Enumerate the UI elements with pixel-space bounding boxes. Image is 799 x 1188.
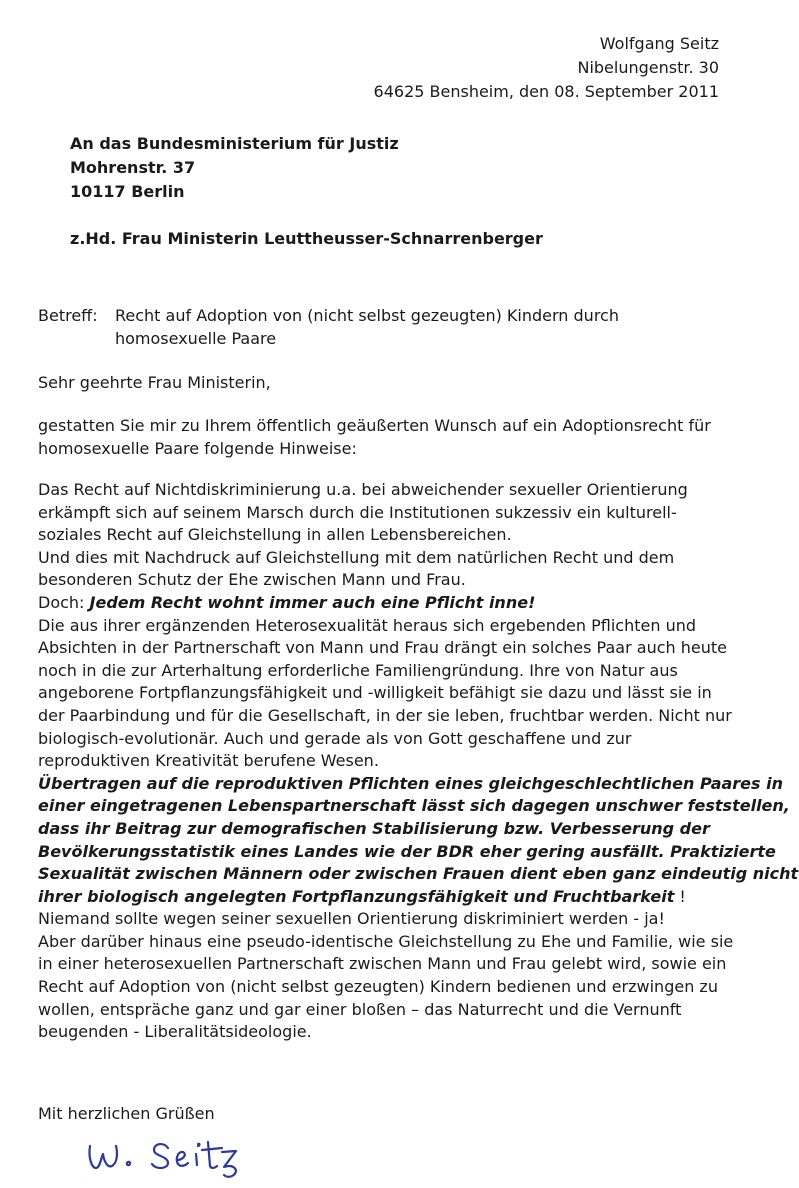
sender-address xyxy=(374,32,719,104)
recipient-address xyxy=(70,132,399,204)
body-line: reproduktiven Kreativität berufene Wesen. xyxy=(38,751,379,771)
attention-line: z.Hd. Frau Ministerin Leuttheusser-Schnarrenberger xyxy=(70,229,543,248)
body-line: besonderen Schutz der Ehe zwischen Mann und Frau. xyxy=(38,570,466,590)
salutation: Sehr geehrte Frau Ministerin, xyxy=(38,373,271,392)
intro-paragraph: gestatten Sie mir zu Ihrem öffentlich geäußerten Wunsch auf ein Adoptionsrecht für homosexuelle Paare folgende Hinweise: xyxy=(38,416,711,458)
body-line xyxy=(38,592,773,615)
subject-line-1: Recht auf Adoption von (nicht selbst gezeugten) Kindern durch xyxy=(115,306,619,325)
subject-line-2: homosexuelle Paare xyxy=(115,329,277,348)
body-line: der Paarbindung und für die Gesellschaft, in der sie leben, fruchtbar werden. Nicht nur xyxy=(38,705,732,725)
emphasis-line: Sexualität zwischen Männern oder zwischen Frauen dient eben ganz eindeutig nicht xyxy=(38,864,799,884)
body-line: Absichten in der Partnerschaft von Mann und Frau drängt ein solches Paar auch heute xyxy=(38,638,727,658)
emphasis-text: Jedem Recht wohnt immer auch eine Pflicht inne! xyxy=(89,592,536,612)
body-line: Niemand sollte wegen seiner sexuellen Orientierung diskriminiert werden - ja! xyxy=(38,909,665,929)
body-line: angeborene Fortpflanzungsfähigkeit und -willigkeit befähigt sie dazu und lässt sie in xyxy=(38,683,712,703)
body-line: soziales Recht auf Gleichstellung in allen Lebensbereichen. xyxy=(38,525,512,545)
sender-street: Nibelungenstr. 30 xyxy=(577,58,719,77)
emphasis-line: Bevölkerungsstatistik eines Landes wie der BDR eher gering ausfällt. Praktizierte xyxy=(38,841,776,861)
signature-ink xyxy=(89,1142,236,1177)
recipient-line-1: An das Bundesministerium für Justiz xyxy=(70,134,399,153)
body-line: beugenden - Liberalitätsideologie. xyxy=(38,1022,312,1042)
recipient-line-2: Mohrenstr. 37 xyxy=(70,158,196,177)
body-line: Die aus ihrer ergänzenden Heterosexualität heraus sich ergebenden Pflichten und xyxy=(38,615,697,635)
body-line: Aber darüber hinaus eine pseudo-identische Gleichstellung zu Ehe und Familie, wie sie xyxy=(38,931,734,951)
body-line: Das Recht auf Nichtdiskriminierung u.a. bei abweichender sexueller Orientierung xyxy=(38,480,688,499)
subject-label: Betreff: xyxy=(38,306,98,325)
closing-phrase: Mit herzlichen Grüßen xyxy=(38,1104,215,1123)
body-line: Recht auf Adoption von (nicht selbst gezeugten) Kindern bedienen und erzwingen zu xyxy=(38,977,718,997)
body-line: Und dies mit Nachdruck auf Gleichstellung mit dem natürlichen Recht und dem xyxy=(38,547,675,567)
body-line-prefix: Doch: xyxy=(38,592,90,612)
sender-name: Wolfgang Seitz xyxy=(599,34,719,53)
emphasis-text: ihrer biologisch angelegten Fortpflanzungsfähigkeit und Fruchtbarkeit xyxy=(38,886,675,906)
recipient-line-3: 10117 Berlin xyxy=(70,182,185,201)
subject-block xyxy=(38,304,619,350)
body-line xyxy=(38,886,773,909)
body-line-suffix: ! xyxy=(674,886,686,906)
body-line: in einer heterosexuellen Partnerschaft zwischen Mann und Frau gelebt wird, sowie ein xyxy=(38,954,727,974)
handwritten-signature xyxy=(84,1132,284,1182)
body-line: wollen, entspräche ganz und gar einer bloßen – das Naturrecht und die Vernunft xyxy=(38,999,682,1019)
body-line: noch in die zur Arterhaltung erforderliche Familiengründung. Ihre von Natur aus xyxy=(38,660,678,680)
emphasis-line: einer eingetragenen Lebenspartnerschaft lässt sich dagegen unschwer feststellen, xyxy=(38,796,790,816)
body-line: erkämpft sich auf seinem Marsch durch die Institutionen sukzessiv ein kulturell- xyxy=(38,502,677,522)
sender-place-date: 64625 Bensheim, den 08. September 2011 xyxy=(373,82,719,101)
emphasis-line: Übertragen auf die reproduktiven Pflichten eines gleichgeschlechtlichen Paares in xyxy=(38,773,783,793)
body-line: biologisch-evolutionär. Auch und gerade als von Gott geschaffene und zur xyxy=(38,728,632,748)
emphasis-line: dass ihr Beitrag zur demografischen Stabilisierung bzw. Verbesserung der xyxy=(38,818,710,838)
letter-body xyxy=(38,479,799,1044)
